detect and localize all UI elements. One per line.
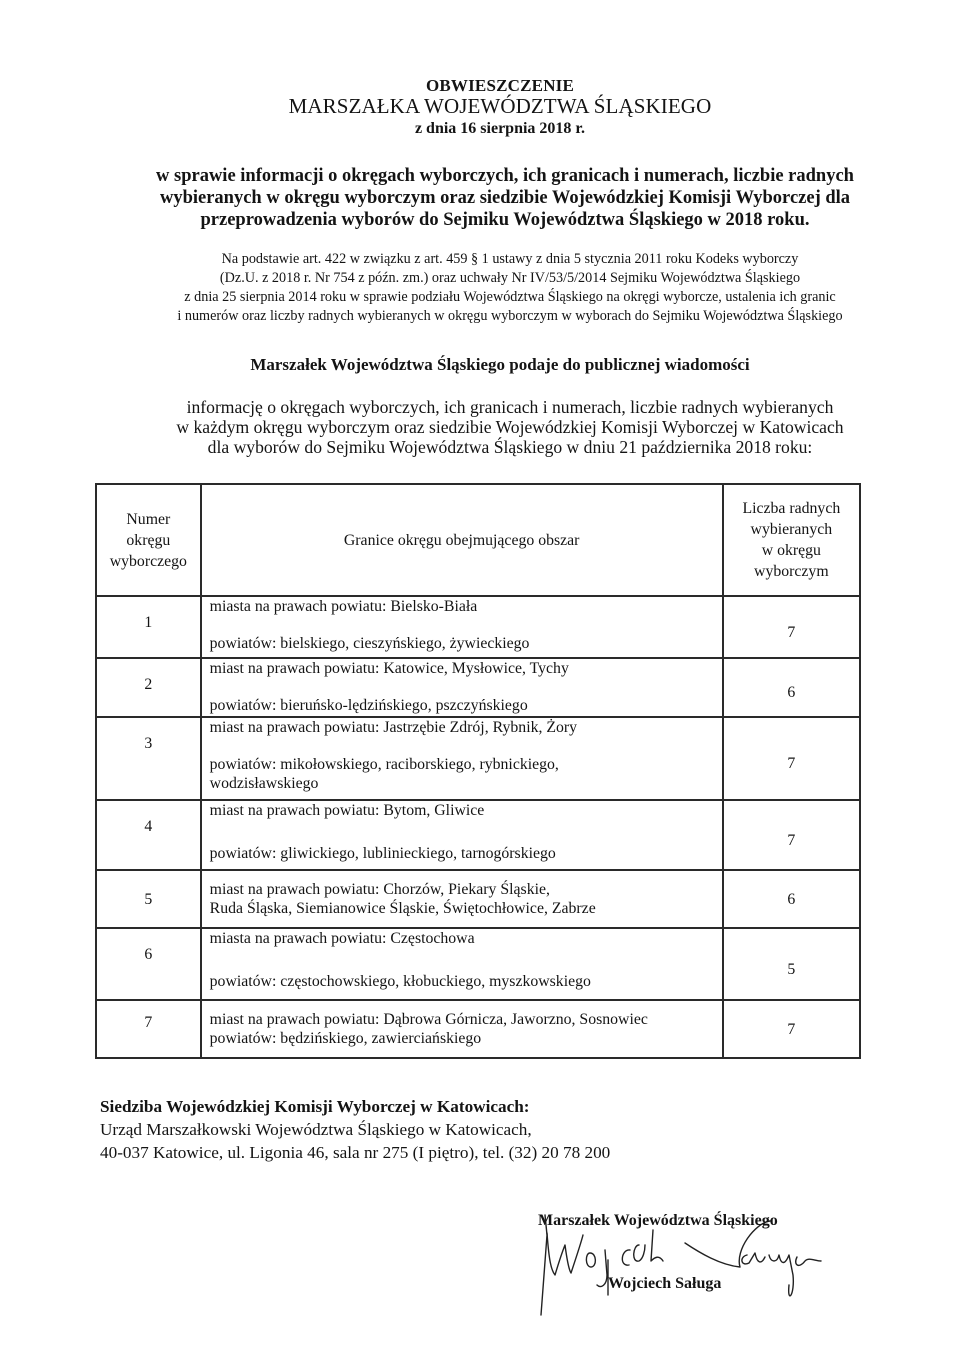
district-counties: powiatów: gliwickiego, lublinieckiego, tarnogórskiego	[209, 845, 556, 862]
district-area	[201, 870, 723, 928]
table-row	[96, 1000, 860, 1058]
district-counties: powiatów: będzińskiego, zawierciańskiego	[209, 1030, 482, 1047]
header-area: Granice okręgu obejmującego obszar	[201, 484, 723, 596]
table-row	[96, 658, 860, 717]
subject-line: wybieranych w okręgu wyborczym oraz siedzibie Wojewódzkiej Komisji Wyborczej dla	[159, 188, 851, 208]
district-number: 7	[96, 1000, 201, 1058]
district-seats: 7	[723, 1000, 860, 1058]
header-count-line: Liczba radnych	[742, 500, 841, 517]
legal-line: Na podstawie art. 422 w związku z art. 459 § 1 ustawy z dnia 5 stycznia 2011 roku Kodeks wyborczy	[221, 251, 799, 267]
district-counties: powiatów: bielskiego, cieszyńskiego, żywieckiego	[209, 635, 530, 652]
district-seats: 6	[723, 658, 860, 717]
legal-basis	[100, 250, 920, 326]
seat-heading: Siedziba Wojewódzkiej Komisji Wyborczej w Katowicach:	[100, 1097, 530, 1116]
table-row	[96, 800, 860, 870]
district-seats: 6	[723, 870, 860, 928]
seat-address-line: Urząd Marszałkowski Województwa Śląskiego w Katowicach,	[100, 1120, 532, 1139]
district-area	[201, 717, 723, 800]
header-number-line: wyborczego	[109, 552, 187, 570]
table-row	[96, 717, 860, 800]
legal-line: z dnia 25 sierpnia 2014 roku w sprawie podziału Województwa Śląskiego na okręgi wyborcze, ustalenia ich granic	[184, 289, 836, 305]
district-area	[201, 800, 723, 870]
header-count-line: w okręgu	[761, 542, 821, 559]
district-number: 3	[96, 717, 201, 800]
info-paragraph	[100, 397, 920, 457]
legal-line: i numerów oraz liczby radnych wybieranych w okręgu wyborczym w wyborach do Sejmiku Województwa Śląskiego	[177, 308, 843, 324]
district-seats: 7	[723, 800, 860, 870]
district-number: 4	[96, 800, 201, 870]
notice-title-text: OBWIESZCZENIE	[425, 76, 575, 95]
header-count-line: wyborczym	[754, 563, 829, 580]
header-number-line: Numer	[126, 510, 171, 528]
district-area	[201, 928, 723, 1000]
legal-line: (Dz.U. z 2018 r. Nr 754 z późn. zm.) oraz uchwały Nr IV/53/5/2014 Sejmiku Województwa Śląskiego	[219, 270, 801, 286]
district-number: 6	[96, 928, 201, 1000]
district-counties: powiatów: częstochowskiego, kłobuckiego, myszkowskiego	[209, 973, 591, 990]
table-header-row	[96, 484, 860, 596]
notice-date: z dnia 16 sierpnia 2018 r.	[414, 120, 586, 137]
announcement-heading: Marszałek Województwa Śląskiego podaje do publicznej wiadomości	[250, 355, 750, 374]
district-cities: miasta na prawach powiatu: Częstochowa	[209, 930, 475, 947]
district-cities: miasta na prawach powiatu: Bielsko-Biała	[209, 598, 478, 615]
commission-seat	[100, 1095, 610, 1164]
signatory-name: Wojciech Saługa	[608, 1275, 722, 1292]
district-area	[201, 596, 723, 658]
district-counties: powiatów: bieruńsko-lędzińskiego, pszczyńskiego	[209, 697, 528, 714]
issuer-title: MARSZAŁKA WOJEWÓDZTWA ŚLĄSKIEGO	[288, 94, 712, 118]
info-line: dla wyborów do Sejmiku Województwa Śląskiego w dniu 21 października 2018 roku:	[207, 437, 813, 457]
subject-line: przeprowadzenia wyborów do Sejmiku Województwa Śląskiego w 2018 roku.	[200, 210, 810, 230]
district-seats: 7	[723, 596, 860, 658]
info-line: w każdym okręgu wyborczym oraz siedzibie Wojewódzkiej Komisji Wyborczej w Katowicach	[176, 417, 844, 437]
district-counties: Ruda Śląska, Siemianowice Śląskie, Świętochłowice, Zabrze	[209, 900, 596, 917]
header-count-line: wybieranych	[750, 521, 833, 538]
district-cities: miast na prawach powiatu: Bytom, Gliwice	[209, 802, 485, 819]
districts-table	[95, 483, 861, 1059]
header-count	[723, 484, 860, 596]
info-line: informację o okręgach wyborczych, ich granicach i numerach, liczbie radnych wybieranych	[186, 397, 834, 417]
district-area	[201, 1000, 723, 1058]
district-cities: miast na prawach powiatu: Dąbrowa Górnicza, Jaworzno, Sosnowiec	[209, 1011, 648, 1028]
header-number-line: okręgu	[126, 531, 171, 549]
district-seats: 5	[723, 928, 860, 1000]
header-number	[96, 484, 201, 596]
notice-subject	[100, 165, 910, 231]
district-cities: miast na prawach powiatu: Jastrzębie Zdrój, Rybnik, Żory	[209, 719, 578, 736]
district-seats: 7	[723, 717, 860, 800]
signatory-role: Marszałek Województwa Śląskiego	[538, 1212, 778, 1229]
district-number: 5	[96, 870, 201, 928]
notice-title	[0, 76, 955, 96]
district-cities: miast na prawach powiatu: Chorzów, Piekary Śląskie,	[209, 881, 550, 898]
district-cities: miast na prawach powiatu: Katowice, Mysłowice, Tychy	[209, 660, 569, 677]
seat-address-line: 40-037 Katowice, ul. Ligonia 46, sala nr 275 (I piętro), tel. (32) 20 78 200	[100, 1143, 611, 1162]
table-row	[96, 596, 860, 658]
district-counties: powiatów: mikołowskiego, raciborskiego, rybnickiego,	[209, 756, 559, 773]
district-number: 2	[96, 658, 201, 717]
district-area	[201, 658, 723, 717]
district-counties-cont: wodzisławskiego	[209, 775, 319, 792]
subject-line: w sprawie informacji o okręgach wyborczych, ich granicach i numerach, liczbie radnych	[156, 166, 854, 186]
district-number: 1	[96, 596, 201, 658]
table-row	[96, 928, 860, 1000]
table-row	[96, 870, 860, 928]
